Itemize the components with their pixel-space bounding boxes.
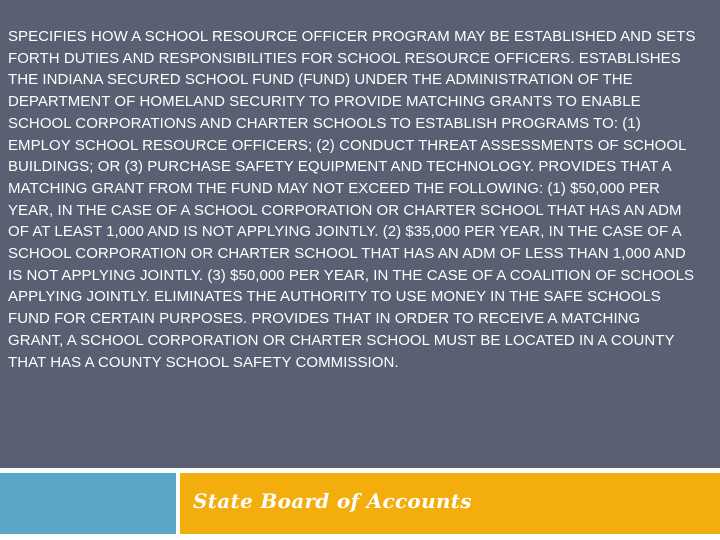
footer-accent-block xyxy=(0,473,176,534)
body-text: SPECIFIES HOW A SCHOOL RESOURCE OFFICER PROGRAM MAY BE ESTABLISHED AND SETS FORTH DUTIES AND RESPONSIBILITIES FOR SCHOOL RESOURCE OFFICERS. ESTABLISHES THE INDIANA SECURED SCHOOL FUND (FUND) UNDER THE ADMINISTRATION OF THE DEPARTMENT OF HOMELAND SECURITY TO PROVIDE MATCHING GRANTS TO ENABLE SCHOOL CORPORATIONS AND CHARTER SCHOOLS TO ESTABLISH PROGRAMS TO: (1) EMPLOY SCHOOL RESOURCE OFFICERS; (2) CONDUCT THREAT ASSESSMENTS OF SCHOOL BUILDINGS; OR (3) PURCHASE SAFETY EQUIPMENT AND TECHNOLOGY. PROVIDES THAT A MATCHING GRANT FROM THE FUND MAY NOT EXCEED THE FOLLOWING: (1) $50,000 PER YEAR, IN THE CASE OF A SCHOOL CORPORATION OR CHARTER SCHOOL THAT HAS AN ADM OF AT LEAST 1,000 AND IS NOT APPLYING JOINTLY. (2) $35,000 PER YEAR, IN THE CASE OF A SCHOOL CORPORATION OR CHARTER SCHOOL THAT HAS AN ADM OF LESS THAN 1,000 AND IS NOT APPLYING JOINTLY. (3) $50,000 PER YEAR, IN THE CASE OF A COALITION OF SCHOOLS APPLYING JOINTLY. ELIMINATES THE AUTHORITY TO USE MONEY IN THE SAFE SCHOOLS FUND FOR CERTAIN PURPOSES. PROVIDES THAT IN ORDER TO RECEIVE A MATCHING GRANT, A SCHOOL CORPORATION OR CHARTER SCHOOL MUST BE LOCATED IN A COUNTY THAT HAS A COUNTY SCHOOL SAFETY COMMISSION. xyxy=(8,28,696,371)
footer-bar xyxy=(180,473,720,534)
footer-label: State Board of Accounts xyxy=(193,489,472,513)
